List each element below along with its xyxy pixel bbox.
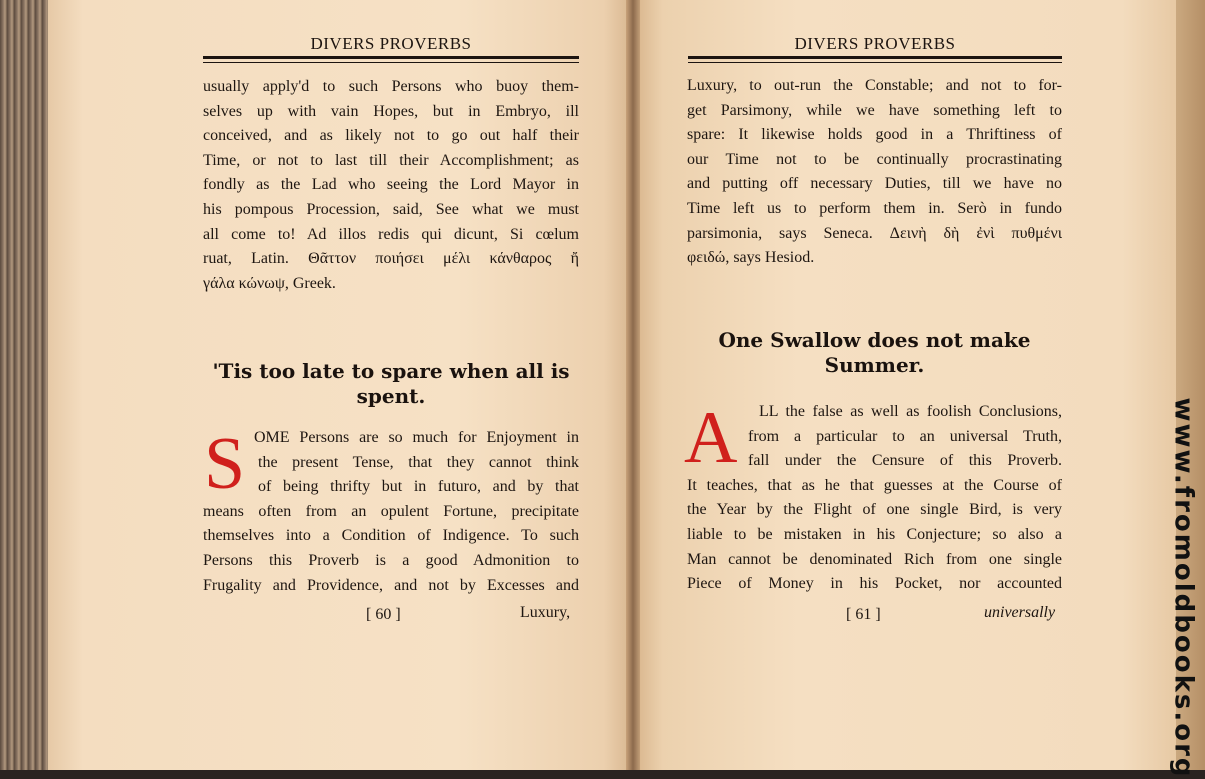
text-line: all come to! Ad illos redis qui dicunt, Si cœlum — [203, 225, 579, 243]
text-line: LL the false as well as foolish Conclusions, — [759, 403, 1062, 420]
left-page-number: [ 60 ] — [366, 606, 401, 623]
text-line: of being thrifty but in futuro, and by that — [258, 478, 579, 496]
text-line: our Time not to be continually procrastinating — [687, 150, 1062, 168]
text-line: themselves into a Condition of Indigence. To such — [203, 527, 579, 545]
text-line: from a particular to an universal Truth, — [748, 427, 1062, 445]
right-header-rule-thin — [688, 62, 1062, 63]
text-line: Persons this Proverb is a good Admonition to — [203, 551, 579, 569]
text-line: Frugality and Providence, and not by Excesses and — [203, 576, 579, 594]
text-line: parsimonia, says Seneca. Δεινὴ δὴ ἐνὶ πυθμένι — [687, 224, 1062, 242]
right-header-rule — [688, 56, 1062, 59]
text-line: OME Persons are so much for Enjoyment in — [254, 429, 579, 446]
heading-line: 'Tis too late to spare when all is — [212, 359, 570, 383]
left-body-text — [203, 423, 579, 598]
text-line: It teaches, that as he that guesses at the Course of — [687, 476, 1062, 494]
right-page-number: [ 61 ] — [846, 606, 881, 623]
text-line: Piece of Money in his Pocket, nor accounted — [687, 575, 1062, 593]
text-line: ruat, Latin. Θᾶττον ποιήσει μέλι κάνθαρος ἤ — [203, 250, 579, 268]
text-line: usually apply'd to such Persons who buoy them- — [203, 78, 579, 95]
heading-line: spent. — [356, 384, 426, 408]
left-header-rule-thin — [203, 62, 579, 63]
left-proverb-heading — [203, 359, 579, 409]
left-running-header: DIVERS PROVERBS — [310, 34, 472, 53]
text-line: the present Tense, that they cannot think — [258, 453, 579, 471]
text-line: fall under the Censure of this Proverb. — [748, 452, 1062, 470]
text-line: Time left us to perform them in. Serò in fundo — [687, 199, 1062, 217]
left-header-rule — [203, 56, 579, 59]
text-line: Luxury, to out-run the Constable; and not to for- — [687, 77, 1062, 94]
heading-line: One Swallow does not make — [718, 328, 1031, 352]
left-catchword: Luxury, — [520, 604, 571, 621]
text-line: fondly as the Lad who seeing the Lord Mayor in — [203, 176, 579, 194]
right-drop-cap: A — [684, 397, 738, 479]
right-continuation-text — [687, 74, 1062, 271]
book-gutter — [626, 0, 640, 770]
right-body-text — [687, 400, 1062, 597]
text-line: conceived, and as likely not to go out half their — [203, 127, 579, 145]
text-line: Man cannot be denominated Rich from one single — [687, 550, 1062, 568]
text-line: means often from an opulent Fortune, precipitate — [203, 502, 579, 520]
text-line: get Parsimony, while we have something left to — [687, 101, 1062, 119]
left-drop-cap: S — [204, 423, 246, 505]
text-line: the Year by the Flight of one single Bird, is very — [687, 501, 1062, 519]
text-line: his pompous Procession, said, See what we must — [203, 200, 579, 218]
text-line: Time, or not to last till their Accomplishment; as — [203, 151, 579, 169]
text-line: selves up with vain Hopes, but in Embryo, ill — [203, 102, 579, 120]
text-line: and putting off necessary Duties, till we have no — [687, 175, 1062, 193]
right-running-header: DIVERS PROVERBS — [794, 34, 956, 53]
right-catchword: universally — [984, 604, 1056, 621]
right-proverb-heading — [687, 328, 1062, 378]
watermark-text: www.fromoldbooks.org — [1169, 397, 1199, 779]
text-line: φειδώ, says Hesiod. — [687, 249, 815, 267]
text-line: γάλα κώνωψ, Greek. — [203, 274, 336, 292]
heading-line: Summer. — [824, 353, 925, 377]
text-line: spare: It likewise holds good in a Thriftiness of — [687, 126, 1062, 144]
left-continuation-text — [203, 75, 579, 296]
text-line: liable to be mistaken in his Conjecture; so also a — [687, 525, 1062, 543]
site-watermark — [1166, 397, 1202, 779]
